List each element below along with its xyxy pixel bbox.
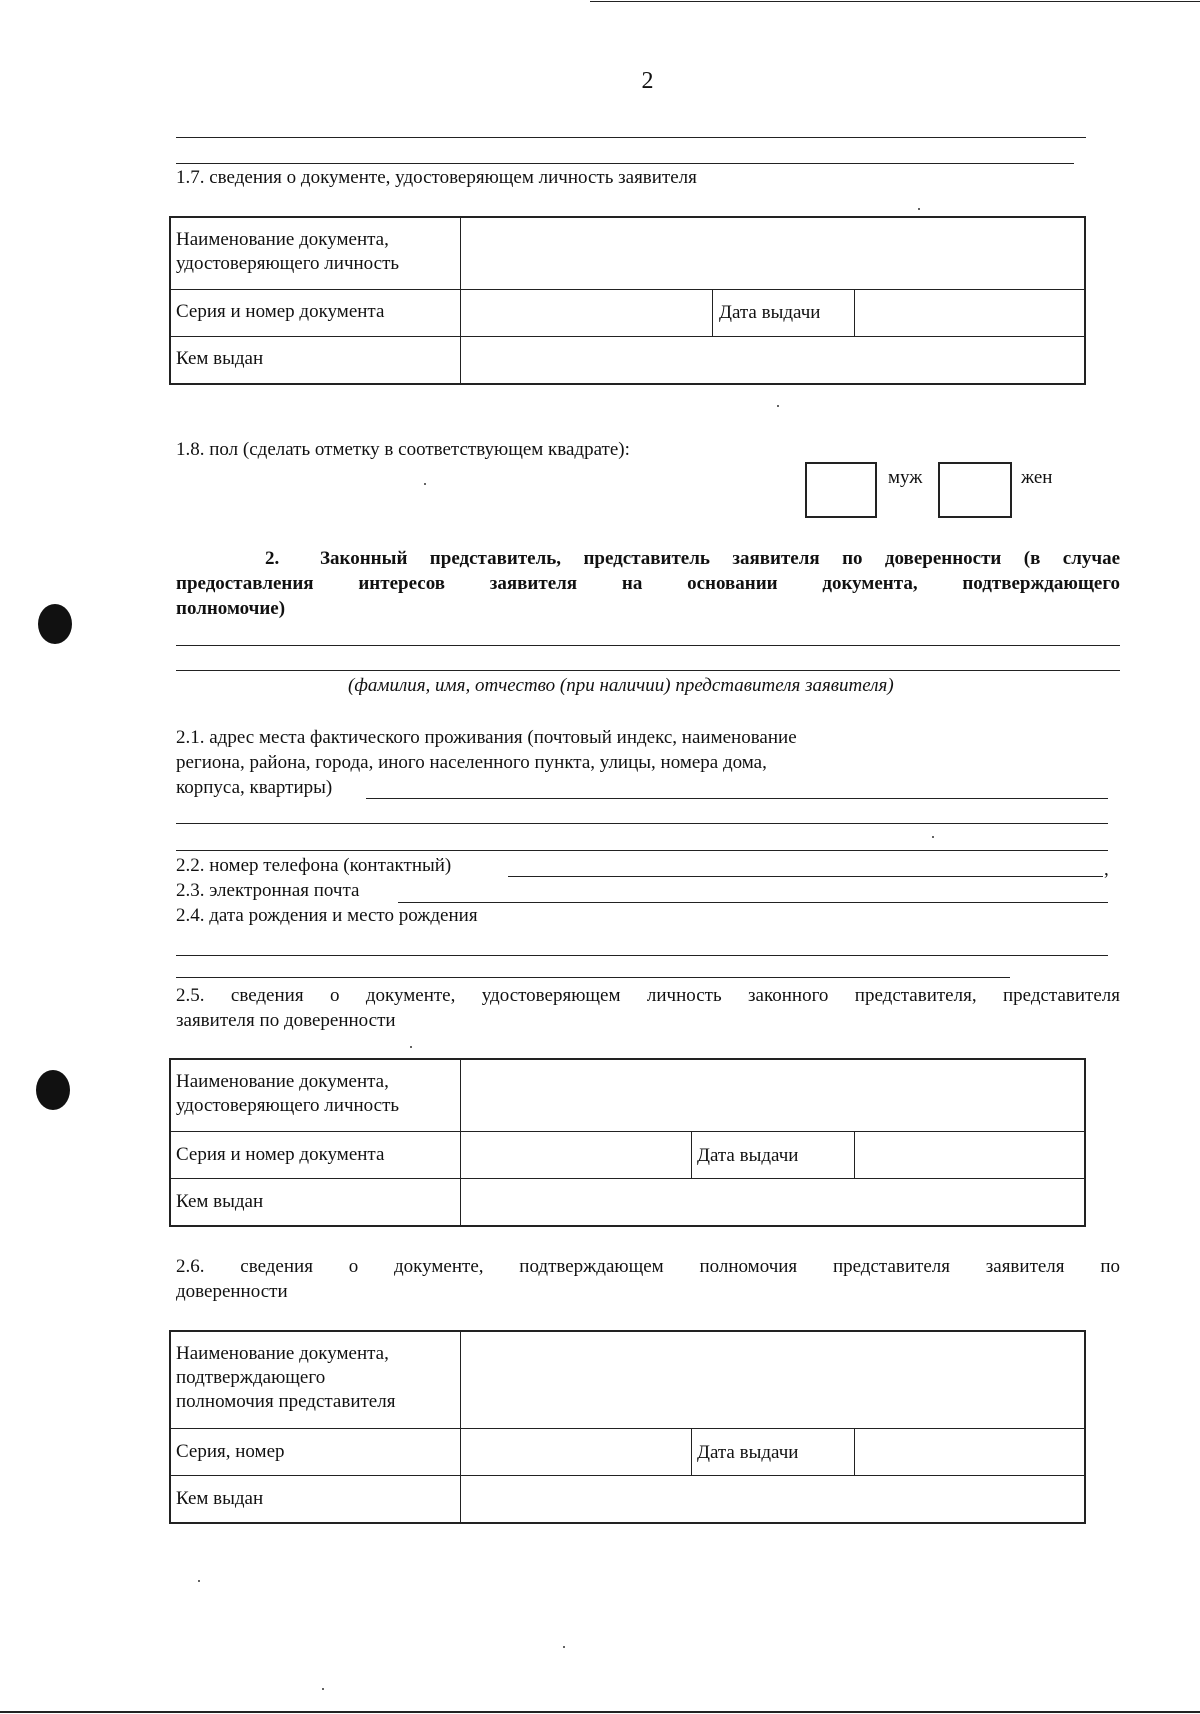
representative-name-line-2[interactable] (176, 670, 1120, 671)
rep-issue-date-label: Дата выдачи (697, 1145, 799, 1166)
scan-speck (322, 1688, 324, 1690)
male-label: муж (888, 467, 923, 488)
section-2-1-line1: 2.1. адрес места фактического проживания (почтовый индекс, наименование (176, 727, 797, 748)
authority-issued-by-value[interactable] (462, 1477, 1084, 1522)
email-label: 2.3. электронная почта (176, 880, 360, 901)
rep-doc-series-value[interactable] (462, 1133, 689, 1177)
birth-field-line[interactable] (176, 955, 1108, 956)
rep-doc-name-label: Наименование документа, удостоверяющего личность (176, 1071, 400, 1116)
authority-issue-date-value[interactable] (856, 1430, 1084, 1474)
representative-name-caption: (фамилия, имя, отчество (при наличии) представителя заявителя) (348, 675, 894, 696)
email-field[interactable] (398, 902, 1108, 903)
rep-issued-by-label: Кем выдан (176, 1191, 264, 1212)
section-2-6-line2: доверенности (176, 1281, 288, 1302)
phone-field[interactable] (508, 876, 1103, 877)
phone-suffix: , (1104, 859, 1109, 880)
section-2-5-line2: заявителя по доверенности (176, 1010, 396, 1031)
scan-edge-bottom (0, 1711, 1200, 1713)
female-label: жен (1021, 467, 1053, 488)
scan-speck (932, 836, 934, 838)
authority-issued-by-label: Кем выдан (176, 1488, 264, 1509)
address-field-line-2[interactable] (176, 823, 1108, 824)
section-2-heading-line3: полномочие) (176, 598, 286, 619)
scan-edge-top (590, 1, 1200, 2)
male-checkbox[interactable] (805, 462, 877, 518)
issue-date-value[interactable] (856, 291, 1084, 335)
section-1-8-heading: 1.8. пол (сделать отметку в соответствующем квадрате): (176, 439, 630, 460)
scan-speck (777, 405, 779, 407)
issued-by-label: Кем выдан (176, 348, 264, 369)
scan-speck (424, 483, 426, 485)
authority-doc-name-label: Наименование документа, подтверждающего полномочия представителя (176, 1343, 396, 1412)
page-number: 2 (641, 68, 654, 94)
section-2-5-line1: 2.5. сведения о документе, удостоверяющем личность законного представителя, представителя (176, 985, 1120, 1006)
rep-doc-series-label: Серия и номер документа (176, 1144, 385, 1165)
section-2-6-line1: 2.6. сведения о документе, подтверждающем полномочия представителя заявителя по (176, 1256, 1120, 1277)
rep-doc-name-value[interactable] (462, 1060, 1084, 1130)
section-2-1-line3: корпуса, квартиры) (176, 777, 333, 798)
birth-label: 2.4. дата рождения и место рождения (176, 905, 478, 926)
scan-speck (410, 1046, 412, 1048)
authority-series-value[interactable] (462, 1430, 689, 1474)
issued-by-value[interactable] (462, 338, 1084, 383)
issue-date-label: Дата выдачи (719, 302, 821, 323)
rep-issued-by-value[interactable] (462, 1180, 1084, 1225)
header-rule-1 (176, 137, 1086, 138)
section-2-number: 2. (265, 548, 280, 569)
authority-doc-name-value[interactable] (462, 1332, 1084, 1427)
birth-field-line-2 (176, 977, 1010, 978)
doc-name-label: Наименование документа, удостоверяющего личность (176, 229, 400, 274)
authority-series-label: Серия, номер (176, 1441, 285, 1462)
rep-issue-date-value[interactable] (856, 1133, 1084, 1177)
punch-hole-bottom (36, 1070, 70, 1110)
address-field-line-3[interactable] (176, 850, 1108, 851)
authority-issue-date-label: Дата выдачи (697, 1442, 799, 1463)
header-rule-2 (176, 163, 1074, 164)
scan-speck (198, 1580, 200, 1582)
female-checkbox[interactable] (938, 462, 1012, 518)
punch-hole-top (38, 604, 72, 644)
doc-series-label: Серия и номер документа (176, 301, 385, 322)
phone-label: 2.2. номер телефона (контактный) (176, 855, 452, 876)
section-2-1-line2: региона, района, города, иного населенного пункта, улицы, номера дома, (176, 752, 767, 773)
doc-name-value[interactable] (462, 218, 1084, 288)
section-1-7-heading: 1.7. сведения о документе, удостоверяющем личность заявителя (176, 167, 697, 188)
doc-series-value[interactable] (462, 291, 710, 335)
scan-speck (563, 1646, 565, 1648)
representative-name-line-1[interactable] (176, 645, 1120, 646)
address-field-line-1[interactable] (366, 798, 1108, 799)
section-2-heading-line1: Законный представитель, представитель заявителя по доверенности (в случае (320, 548, 1120, 569)
scan-speck (918, 208, 920, 210)
section-2-heading-line2: предоставления интересов заявителя на основании документа, подтверждающего (176, 573, 1120, 594)
